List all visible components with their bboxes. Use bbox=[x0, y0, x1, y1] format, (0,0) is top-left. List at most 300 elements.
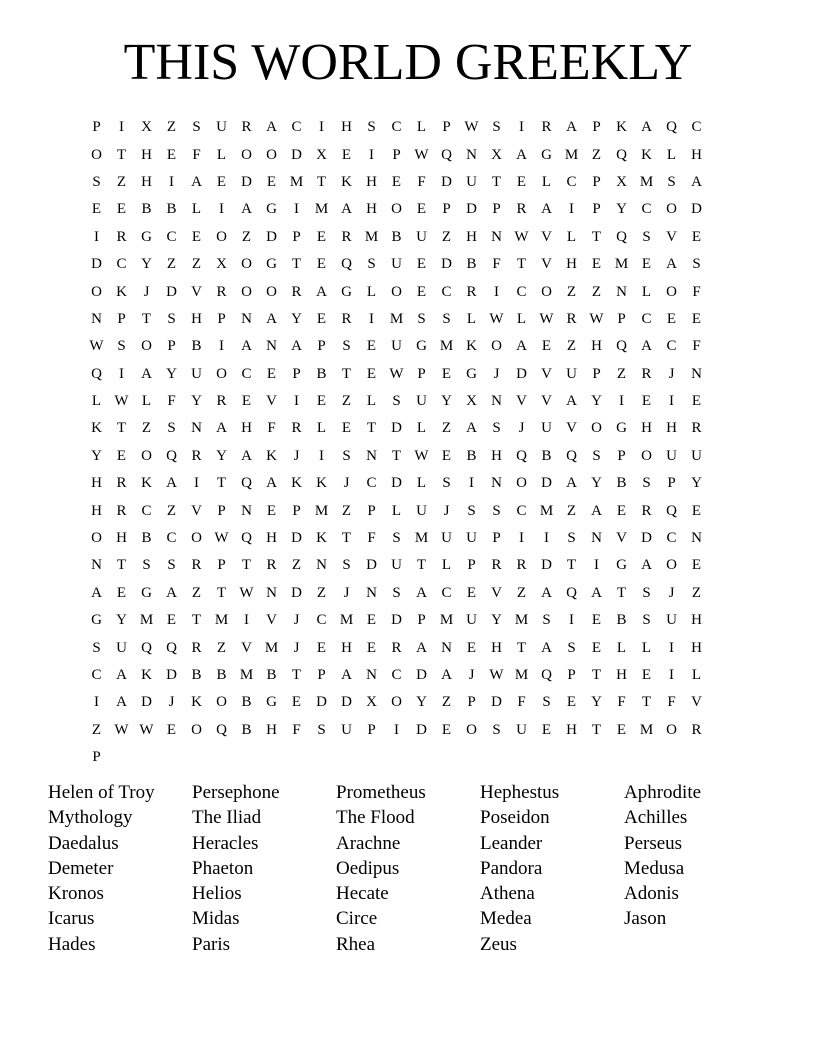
grid-letter: A bbox=[641, 557, 652, 574]
grid-letter: I bbox=[369, 310, 374, 327]
grid-letter: R bbox=[691, 721, 702, 738]
grid-letter: E bbox=[166, 612, 177, 629]
grid-letter: O bbox=[91, 530, 102, 547]
grid-letter: Z bbox=[191, 584, 202, 601]
grid-letter: T bbox=[316, 173, 327, 190]
grid-letter: G bbox=[266, 201, 277, 218]
grid-letter: G bbox=[141, 584, 152, 601]
grid-letter: A bbox=[441, 667, 452, 683]
word-list-item: Prometheus bbox=[336, 782, 426, 803]
grid-letter: V bbox=[666, 228, 677, 245]
grid-letter: A bbox=[316, 283, 327, 300]
grid-letter: S bbox=[542, 612, 551, 629]
grid-letter: H bbox=[691, 639, 702, 656]
grid-letter: R bbox=[191, 447, 202, 464]
grid-letter: V bbox=[191, 502, 202, 519]
grid-letter: S bbox=[342, 447, 351, 464]
grid-letter: W bbox=[114, 721, 129, 738]
grid-letter: E bbox=[116, 584, 127, 601]
grid-letter: K bbox=[291, 475, 302, 492]
grid-letter: E bbox=[641, 667, 652, 683]
grid-letter: W bbox=[239, 584, 254, 601]
grid-letter: A bbox=[266, 310, 277, 327]
grid-letter: E bbox=[641, 256, 652, 273]
grid-letter: O bbox=[91, 146, 102, 163]
grid-letter: I bbox=[669, 393, 674, 410]
grid-letter: P bbox=[492, 530, 501, 547]
grid-letter: R bbox=[291, 420, 302, 437]
grid-letter: L bbox=[441, 557, 452, 574]
grid-letter: P bbox=[467, 557, 476, 574]
grid-letter: P bbox=[217, 557, 226, 574]
grid-letter: M bbox=[539, 502, 554, 519]
grid-letter: H bbox=[666, 420, 677, 437]
grid-letter: E bbox=[266, 173, 277, 190]
grid-letter: E bbox=[441, 721, 452, 738]
grid-letter: S bbox=[442, 310, 451, 327]
grid-letter: B bbox=[216, 667, 227, 683]
grid-letter: I bbox=[569, 201, 574, 218]
grid-letter: J bbox=[343, 584, 350, 601]
grid-letter: R bbox=[391, 639, 402, 656]
grid-letter: H bbox=[616, 667, 627, 683]
grid-letter: P bbox=[442, 119, 451, 136]
grid-letter: D bbox=[291, 146, 302, 163]
grid-letter: Q bbox=[516, 447, 527, 464]
grid-letter: O bbox=[591, 420, 602, 437]
grid-letter: B bbox=[191, 667, 202, 683]
grid-letter: K bbox=[141, 667, 152, 683]
grid-letter: E bbox=[316, 310, 327, 327]
grid-letter: U bbox=[441, 530, 452, 547]
grid-letter: Q bbox=[566, 447, 577, 464]
word-list-item: Oedipus bbox=[336, 857, 400, 879]
grid-letter: Z bbox=[191, 256, 202, 273]
grid-letter: L bbox=[666, 146, 677, 163]
grid-letter: Z bbox=[441, 420, 452, 437]
grid-letter: U bbox=[116, 639, 127, 656]
word-list-item: Hephestus bbox=[480, 782, 560, 803]
grid-letter: E bbox=[516, 173, 527, 190]
grid-letter: T bbox=[591, 667, 602, 683]
grid-letter: Y bbox=[191, 393, 202, 410]
grid-letter: P bbox=[217, 310, 226, 327]
grid-letter: E bbox=[341, 146, 352, 163]
grid-letter: V bbox=[566, 420, 577, 437]
grid-letter: Z bbox=[341, 502, 352, 519]
grid-letter: L bbox=[466, 310, 477, 327]
grid-letter: H bbox=[191, 310, 202, 327]
grid-letter: T bbox=[191, 612, 202, 629]
grid-letter: B bbox=[616, 612, 627, 629]
grid-letter: Q bbox=[666, 119, 677, 136]
grid-letter: Q bbox=[241, 530, 252, 547]
grid-letter: W bbox=[589, 310, 604, 327]
grid-letter: Z bbox=[591, 283, 602, 300]
grid-letter: L bbox=[216, 146, 227, 163]
grid-letter: R bbox=[516, 557, 527, 574]
grid-letter: O bbox=[266, 283, 277, 300]
grid-letter: U bbox=[191, 365, 202, 382]
grid-letter: B bbox=[141, 530, 152, 547]
grid-letter: N bbox=[691, 365, 702, 382]
grid-letter: S bbox=[392, 584, 401, 601]
word-list-item: Hades bbox=[48, 933, 96, 955]
grid-letter: G bbox=[616, 420, 627, 437]
grid-letter: K bbox=[91, 420, 102, 437]
grid-letter: O bbox=[516, 475, 527, 492]
grid-letter: Y bbox=[216, 447, 227, 464]
grid-letter: I bbox=[619, 393, 624, 410]
grid-letter: O bbox=[266, 146, 277, 163]
grid-letter: L bbox=[691, 667, 702, 683]
grid-letter: S bbox=[567, 639, 576, 656]
grid-letter: K bbox=[341, 173, 352, 190]
grid-letter: Z bbox=[566, 283, 577, 300]
word-list-item: Daedalus bbox=[48, 832, 119, 854]
grid-letter: B bbox=[541, 447, 552, 464]
grid-letter: T bbox=[516, 639, 527, 656]
grid-letter: T bbox=[216, 475, 227, 492]
grid-letter: T bbox=[566, 557, 577, 574]
grid-letter: E bbox=[441, 447, 452, 464]
grid-letter: Z bbox=[141, 420, 152, 437]
grid-letter: O bbox=[141, 338, 152, 355]
grid-letter: N bbox=[366, 584, 377, 601]
grid-letter: U bbox=[691, 447, 702, 464]
grid-letter: S bbox=[592, 447, 601, 464]
grid-letter: S bbox=[492, 420, 501, 437]
grid-letter: M bbox=[514, 612, 529, 629]
grid-letter: K bbox=[266, 447, 277, 464]
word-list-item: Perseus bbox=[624, 832, 683, 854]
grid-letter: U bbox=[416, 393, 427, 410]
grid-letter: N bbox=[266, 584, 277, 601]
grid-letter: R bbox=[291, 283, 302, 300]
grid-letter: S bbox=[642, 228, 651, 245]
grid-letter: J bbox=[668, 365, 675, 382]
grid-letter: Q bbox=[616, 338, 627, 355]
grid-letter: Y bbox=[141, 256, 152, 273]
grid-letter: I bbox=[94, 694, 99, 711]
grid-letter: D bbox=[166, 667, 177, 683]
grid-letter: D bbox=[166, 283, 177, 300]
grid-letter: E bbox=[391, 173, 402, 190]
grid-letter: H bbox=[691, 146, 702, 163]
grid-letter: Z bbox=[591, 146, 602, 163]
word-list-item: Leander bbox=[480, 832, 543, 854]
grid-letter: J bbox=[293, 447, 300, 464]
grid-letter: U bbox=[341, 721, 352, 738]
grid-letter: F bbox=[192, 146, 201, 163]
grid-letter: Z bbox=[91, 721, 102, 738]
grid-letter: N bbox=[91, 310, 102, 327]
grid-letter: I bbox=[669, 639, 674, 656]
grid-letter: A bbox=[691, 173, 702, 190]
grid-letter: E bbox=[316, 228, 327, 245]
grid-letter: L bbox=[91, 393, 102, 410]
grid-letter: S bbox=[467, 502, 476, 519]
grid-letter: I bbox=[219, 338, 224, 355]
grid-letter: S bbox=[417, 310, 426, 327]
grid-letter: C bbox=[441, 584, 452, 601]
grid-letter: G bbox=[91, 612, 102, 629]
grid-letter: S bbox=[392, 393, 401, 410]
grid-letter: Z bbox=[691, 584, 702, 601]
grid-letter: E bbox=[191, 228, 202, 245]
grid-letter: D bbox=[241, 173, 252, 190]
grid-letter: T bbox=[291, 256, 302, 273]
grid-letter: X bbox=[216, 256, 227, 273]
grid-letter: E bbox=[241, 393, 252, 410]
grid-letter: T bbox=[116, 420, 127, 437]
word-list-item: The Flood bbox=[336, 807, 415, 829]
grid-letter: Y bbox=[591, 393, 602, 410]
grid-letter: N bbox=[466, 146, 477, 163]
grid-letter: H bbox=[266, 721, 277, 738]
word-list-item: Paris bbox=[192, 933, 230, 955]
grid-letter: Z bbox=[166, 119, 177, 136]
word-list-item: Midas bbox=[192, 908, 240, 930]
grid-letter: F bbox=[617, 694, 626, 711]
grid-letter: E bbox=[466, 639, 477, 656]
word-list-item: Phaeton bbox=[192, 857, 254, 879]
grid-letter: V bbox=[541, 228, 552, 245]
grid-letter: B bbox=[616, 475, 627, 492]
grid-letter: N bbox=[591, 530, 602, 547]
grid-letter: E bbox=[566, 694, 577, 711]
grid-letter: E bbox=[316, 393, 327, 410]
word-list-item: Medea bbox=[480, 908, 532, 930]
grid-letter: T bbox=[591, 228, 602, 245]
grid-letter: W bbox=[389, 365, 404, 382]
grid-letter: P bbox=[617, 310, 626, 327]
word-list-item: Achilles bbox=[624, 807, 688, 829]
grid-letter: T bbox=[516, 256, 527, 273]
grid-letter: M bbox=[139, 612, 154, 629]
grid-letter: C bbox=[666, 530, 677, 547]
grid-letter: C bbox=[566, 173, 577, 190]
grid-letter: K bbox=[191, 694, 202, 711]
grid-letter: Q bbox=[341, 256, 352, 273]
grid-letter: C bbox=[391, 119, 402, 136]
grid-letter: A bbox=[141, 365, 152, 382]
word-list-item: Athena bbox=[480, 883, 535, 905]
grid-letter: E bbox=[541, 338, 552, 355]
grid-letter: H bbox=[91, 502, 102, 519]
grid-letter: S bbox=[342, 338, 351, 355]
grid-letter: F bbox=[167, 393, 176, 410]
grid-letter: I bbox=[244, 612, 249, 629]
grid-letter: O bbox=[241, 146, 252, 163]
grid-letter: V bbox=[516, 393, 527, 410]
grid-letter: O bbox=[216, 694, 227, 711]
grid-letter: Y bbox=[591, 475, 602, 492]
grid-letter: J bbox=[493, 365, 500, 382]
grid-letter: R bbox=[641, 502, 652, 519]
grid-letter: A bbox=[541, 584, 552, 601]
grid-letter: Y bbox=[491, 612, 502, 629]
grid-letter: O bbox=[666, 201, 677, 218]
grid-letter: R bbox=[216, 283, 227, 300]
grid-letter: M bbox=[214, 612, 229, 629]
grid-letter: B bbox=[316, 365, 327, 382]
grid-letter: M bbox=[614, 256, 629, 273]
word-list-item: Hecate bbox=[336, 883, 389, 905]
grid-letter: E bbox=[116, 201, 127, 218]
grid-letter: W bbox=[489, 310, 504, 327]
grid-letter: Q bbox=[616, 228, 627, 245]
grid-letter: M bbox=[639, 721, 654, 738]
grid-letter: I bbox=[219, 201, 224, 218]
grid-letter: H bbox=[341, 639, 352, 656]
grid-letter: D bbox=[291, 530, 302, 547]
grid-letter: E bbox=[691, 228, 702, 245]
grid-letter: T bbox=[141, 310, 152, 327]
grid-letter: O bbox=[491, 338, 502, 355]
grid-letter: P bbox=[292, 502, 301, 519]
grid-letter: C bbox=[291, 119, 302, 136]
word-list-item: Zeus bbox=[480, 933, 517, 955]
grid-letter: D bbox=[291, 584, 302, 601]
grid-letter: A bbox=[241, 447, 252, 464]
word-list-item: Adonis bbox=[624, 883, 679, 905]
grid-letter: P bbox=[492, 201, 501, 218]
grid-letter: H bbox=[491, 639, 502, 656]
grid-letter: H bbox=[141, 173, 152, 190]
grid-letter: W bbox=[489, 667, 504, 683]
grid-letter: P bbox=[592, 201, 601, 218]
grid-letter: S bbox=[142, 557, 151, 574]
grid-letter: L bbox=[366, 393, 377, 410]
grid-letter: X bbox=[491, 146, 502, 163]
grid-letter: C bbox=[166, 228, 177, 245]
grid-letter: N bbox=[491, 228, 502, 245]
grid-letter: E bbox=[666, 310, 677, 327]
grid-letter: T bbox=[366, 420, 377, 437]
grid-letter: I bbox=[319, 447, 324, 464]
grid-letter: Y bbox=[91, 447, 102, 464]
grid-letter: S bbox=[442, 475, 451, 492]
grid-letter: U bbox=[466, 612, 477, 629]
grid-letter: Z bbox=[166, 256, 177, 273]
grid-letter: L bbox=[191, 201, 202, 218]
grid-letter: T bbox=[241, 557, 252, 574]
grid-letter: R bbox=[491, 557, 502, 574]
grid-letter: E bbox=[416, 256, 427, 273]
word-list-item: Jason bbox=[624, 908, 667, 930]
grid-letter: L bbox=[416, 475, 427, 492]
grid-letter: U bbox=[541, 420, 552, 437]
grid-letter: D bbox=[391, 420, 402, 437]
grid-letter: O bbox=[666, 283, 677, 300]
grid-letter: C bbox=[241, 365, 252, 382]
grid-letter: B bbox=[391, 228, 402, 245]
grid-letter: J bbox=[668, 584, 675, 601]
grid-letter: V bbox=[616, 530, 627, 547]
grid-letter: Q bbox=[91, 365, 102, 382]
grid-letter: P bbox=[417, 365, 426, 382]
grid-letter: A bbox=[591, 502, 602, 519]
grid-letter: S bbox=[542, 694, 551, 711]
word-list-item: Circe bbox=[336, 908, 378, 930]
grid-letter: S bbox=[367, 256, 376, 273]
grid-letter: S bbox=[192, 119, 201, 136]
grid-letter: E bbox=[366, 365, 377, 382]
word-list-item: Medusa bbox=[624, 857, 685, 879]
grid-letter: B bbox=[466, 447, 477, 464]
grid-letter: U bbox=[391, 338, 402, 355]
grid-letter: D bbox=[366, 557, 377, 574]
word-list-item: The Iliad bbox=[192, 807, 262, 829]
grid-letter: L bbox=[641, 283, 652, 300]
grid-letter: K bbox=[641, 146, 652, 163]
grid-letter: K bbox=[466, 338, 477, 355]
grid-letter: I bbox=[544, 530, 549, 547]
grid-letter: R bbox=[191, 557, 202, 574]
grid-letter: O bbox=[191, 721, 202, 738]
word-list-item: Kronos bbox=[48, 883, 104, 905]
grid-letter: M bbox=[289, 173, 304, 190]
grid-letter: Z bbox=[616, 365, 627, 382]
grid-letter: E bbox=[216, 173, 227, 190]
grid-letter: N bbox=[691, 530, 702, 547]
grid-letter: P bbox=[417, 612, 426, 629]
grid-letter: S bbox=[567, 530, 576, 547]
grid-letter: T bbox=[341, 365, 352, 382]
grid-letter: A bbox=[341, 667, 352, 683]
grid-letter: A bbox=[116, 694, 127, 711]
grid-letter: L bbox=[141, 393, 152, 410]
grid-letter: T bbox=[116, 557, 127, 574]
grid-letter: S bbox=[317, 721, 326, 738]
grid-letter: L bbox=[316, 420, 327, 437]
grid-letter: O bbox=[666, 557, 677, 574]
grid-letter: R bbox=[516, 201, 527, 218]
grid-letter: I bbox=[494, 283, 499, 300]
word-list-item: Helios bbox=[192, 883, 242, 905]
grid-letter: P bbox=[592, 119, 601, 136]
grid-letter: C bbox=[366, 475, 377, 492]
grid-letter: L bbox=[366, 283, 377, 300]
grid-letter: M bbox=[364, 228, 379, 245]
grid-letter: G bbox=[616, 557, 627, 574]
grid-letter: S bbox=[342, 557, 351, 574]
word-list bbox=[48, 780, 768, 957]
grid-letter: X bbox=[616, 173, 627, 190]
grid-letter: U bbox=[216, 119, 227, 136]
grid-letter: W bbox=[464, 119, 479, 136]
grid-letter: V bbox=[191, 283, 202, 300]
grid-letter: I bbox=[169, 173, 174, 190]
grid-letter: S bbox=[642, 584, 651, 601]
grid-letter: V bbox=[691, 694, 702, 711]
grid-letter: A bbox=[541, 639, 552, 656]
grid-letter: A bbox=[516, 338, 527, 355]
grid-letter: M bbox=[264, 639, 279, 656]
grid-letter: A bbox=[566, 119, 577, 136]
grid-letter: E bbox=[266, 365, 277, 382]
grid-letter: I bbox=[294, 393, 299, 410]
grid-letter: C bbox=[641, 201, 652, 218]
grid-letter: U bbox=[666, 447, 677, 464]
grid-letter: Q bbox=[541, 667, 552, 683]
grid-letter: M bbox=[514, 667, 529, 683]
grid-letter: O bbox=[91, 283, 102, 300]
grid-letter: Q bbox=[441, 146, 452, 163]
grid-letter: A bbox=[241, 201, 252, 218]
grid-letter: I bbox=[469, 475, 474, 492]
